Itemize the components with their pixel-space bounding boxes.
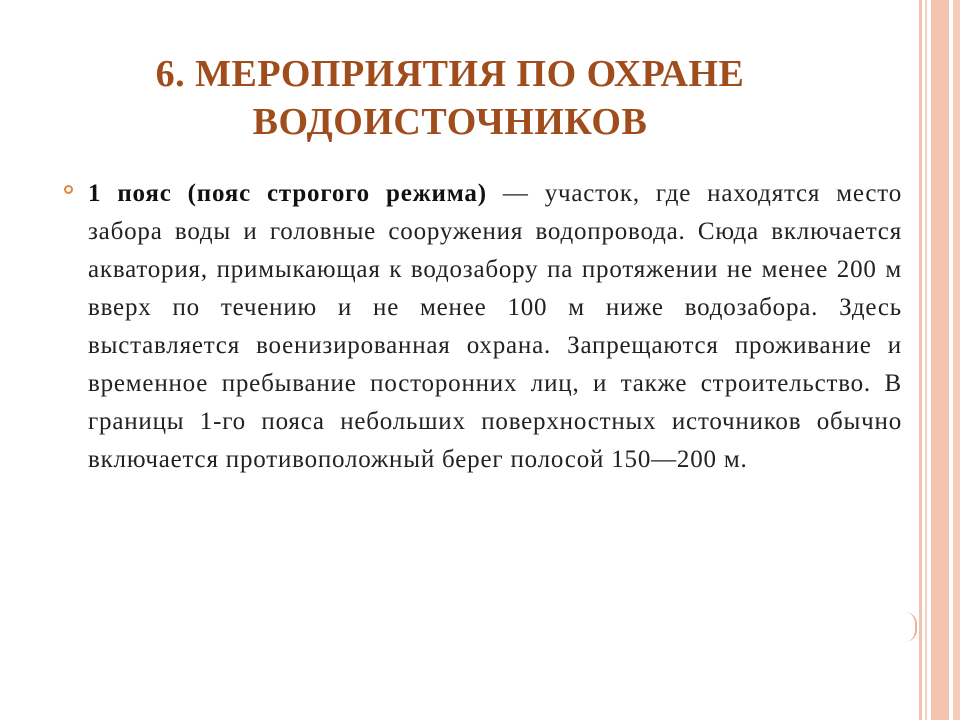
bullet-paragraph <box>88 175 902 479</box>
slide-title-line-1: 6. МЕРОПРИЯТИЯ ПО ОХРАНЕ <box>155 53 745 95</box>
slide-title-line-2: ВОДОИСТОЧНИКОВ <box>252 101 648 143</box>
bullet-circle-icon <box>64 185 73 194</box>
decorative-stripe <box>931 0 949 720</box>
decorative-arc <box>905 612 917 642</box>
bullet-lead-bold: 1 пояс (пояс строгого режима) <box>88 180 487 207</box>
decorative-stripe <box>925 0 927 720</box>
slide-title <box>60 50 840 146</box>
bullet-list <box>64 175 902 479</box>
decorative-stripe <box>919 0 922 720</box>
bullet-body-text: — участок, где находятся место забора воды и головные сооружения водопровода. Сюда включается акватория, примыкающая к водозабору па протяжении не менее 200 м вверх по течению и не менее 100 м ниже водозабора. Здесь выставляется военизированная охрана. Запрещаются проживание и временное пребывание посторонних лиц, и также строительство. В границы 1-го пояса небольших поверхностных источников обычно включается противоположный берег полосой 150—200 м. <box>88 180 902 473</box>
decorative-stripe <box>953 0 960 720</box>
